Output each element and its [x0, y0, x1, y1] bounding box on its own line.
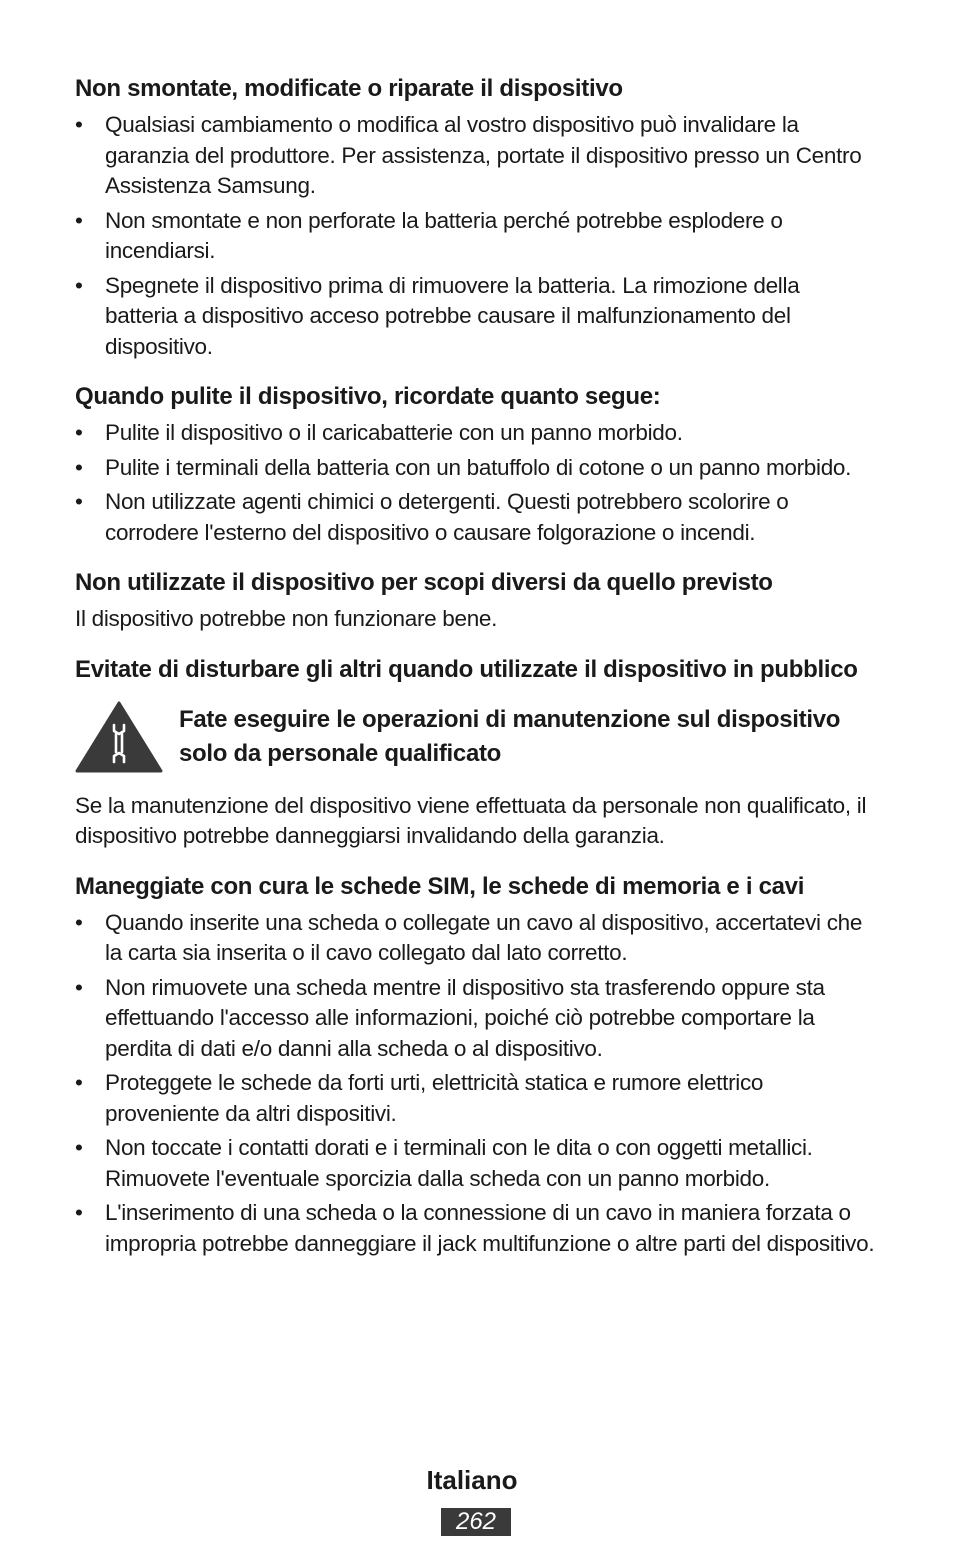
page-number-badge: 262 — [441, 1508, 511, 1536]
bullet-list — [75, 908, 875, 1260]
list-item: • Qualsiasi cambiamento o modifica al vostro dispositivo può invalidare la garanzia del produttore. Per assistenza, portate il dispositivo presso un Centro Assistenza Samsung. — [75, 110, 875, 202]
list-item: • Pulite il dispositivo o il caricabatterie con un panno morbido. — [75, 418, 875, 449]
section-heading: Fate eseguire le operazioni di manutenzione sul dispositivo solo da personale qualificato — [179, 705, 841, 767]
section-heading: Non utilizzate il dispositivo per scopi diversi da quello previsto — [75, 569, 773, 596]
list-item: • Pulite i terminali della batteria con un batuffolo di cotone o un panno morbido. — [75, 453, 875, 484]
list-item: • Non utilizzate agenti chimici o detergenti. Questi potrebbero scolorire o corrodere l'esterno del dispositivo o causare folgorazione o incendi. — [75, 487, 875, 548]
list-item: • Quando inserite una scheda o collegate un cavo al dispositivo, accertatevi che la carta sia inserita o il cavo collegato dal lato corretto. — [75, 908, 875, 969]
bullet-list — [75, 418, 875, 548]
section-intended-use — [75, 566, 875, 635]
section-public-use — [75, 653, 875, 687]
bullet-list — [75, 110, 875, 362]
list-item: • Spegnete il dispositivo prima di rimuovere la batteria. La rimozione della batteria a dispositivo acceso potrebbe causare il malfunzionamento del dispositivo. — [75, 271, 875, 363]
list-item: • Non toccate i contatti dorati e i terminali con le dita o con oggetti metallici. Rimuovete l'eventuale sporcizia dalla scheda con un panno morbido. — [75, 1133, 875, 1194]
section-qualified-service-body — [75, 791, 875, 852]
section-text: Il dispositivo potrebbe non funzionare bene. — [75, 606, 498, 631]
list-item: • L'inserimento di una scheda o la connessione di un cavo in maniera forzata o impropria potrebbe danneggiare il jack multifunzione o altre parti del dispositivo. — [75, 1198, 875, 1259]
section-heading: Evitate di disturbare gli altri quando utilizzate il dispositivo in pubblico — [75, 655, 858, 683]
warning-wrench-icon — [75, 701, 163, 773]
list-item: • Proteggete le schede da forti urti, elettricità statica e rumore elettrico proveniente da altri dispositivi. — [75, 1068, 875, 1129]
section-cards-cables — [75, 870, 875, 1260]
section-text: Se la manutenzione del dispositivo viene effettuata da personale non qualificato, il dispositivo potrebbe danneggiarsi invalidando della garanzia. — [75, 792, 867, 848]
section-cleaning — [75, 380, 875, 548]
section-disassembly — [75, 72, 875, 362]
footer-language: Italiano — [426, 1465, 518, 1495]
document-page — [75, 72, 875, 1277]
section-heading: Quando pulite il dispositivo, ricordate quanto segue: — [75, 383, 661, 410]
section-qualified-service — [75, 701, 875, 775]
section-heading: Maneggiate con cura le schede SIM, le schede di memoria e i cavi — [75, 872, 805, 900]
list-item: • Non smontate e non perforate la batteria perché potrebbe esplodere o incendiarsi. — [75, 206, 875, 267]
section-heading: Non smontate, modificate o riparate il dispositivo — [75, 75, 623, 102]
list-item: • Non rimuovete una scheda mentre il dispositivo sta trasferendo oppure sta effettuando l'accesso alle informazioni, poiché ciò potrebbe comportare la perdita di dati e/o danni alla scheda o al dispositivo. — [75, 973, 875, 1065]
